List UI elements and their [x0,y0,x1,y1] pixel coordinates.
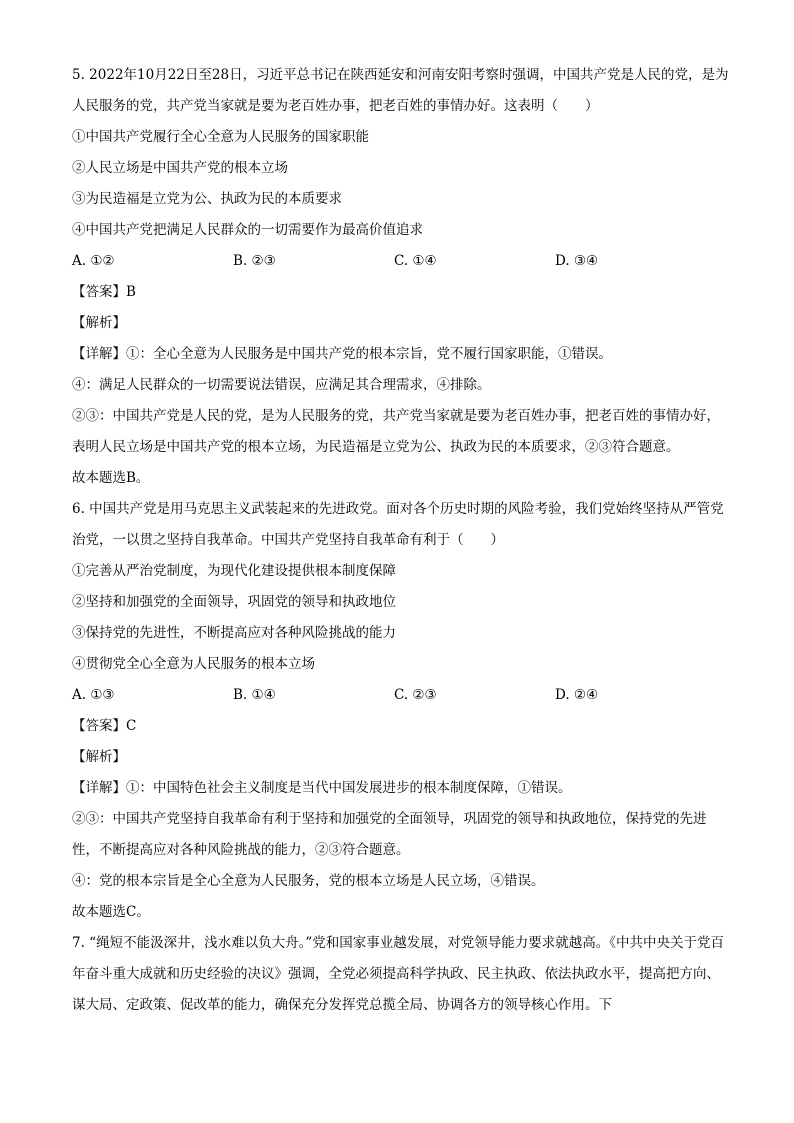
option-b: B. ①④ [233,687,276,703]
option-c: C. ②③ [394,687,437,703]
question-stem: 6. 中国共产党是用马克思主义武装起来的先进政党。面对各个历史时期的风险考验，我们党始终坚持从严管党治党，一以贯之坚持自我革命。中国共产党坚持自我革命有利于（ ） [72,501,724,548]
question-6 [72,494,732,928]
conclusion-line: 故本题选B。 [72,470,150,486]
option-c: C. ①④ [394,253,437,269]
question-stem: 5. 2022年10月22日至28日，习近平总书记在陕西延安和河南安阳考察时强调，中国共产党是人民的党，是为人民服务的党，共产党当家就是要为老百姓办事，把老百姓的事情办好。这表明（ ） [72,67,729,114]
option-b: B. ②③ [233,253,276,269]
question-7 [72,928,732,1021]
answer-options [72,246,732,277]
detail-line: ②③：中国共产党坚持自我革命有利于坚持和加强党的全面领导，巩固党的领导和执政地位，保持党的先进性，不断提高应对各种风险挑战的能力，②③符合题意。 [72,811,707,858]
choice-item: ①中国共产党履行全心全意为人民服务的国家职能 [72,129,369,145]
question-stem: 7. “绳短不能汲深井，浅水难以负大舟。”党和国家事业越发展，对党领导能力要求就越高。《中共中央关于党百年奋斗重大成就和历史经验的决议》强调，全党必须提高科学执政、民主执政、依法执政水平，提高把方向、谋大局、定政策、促改革的能力，确保充分发挥党总揽全局、协调各方的领导核心作用。下 [72,935,724,1013]
detail-line: ④：党的根本宗旨是全心全意为人民服务，党的根本立场是人民立场，④错误。 [72,873,545,889]
option-a: A. ①② [72,253,115,269]
option-a: A. ①③ [72,687,115,703]
conclusion-line: 故本题选C。 [72,904,150,920]
choice-item: ②人民立场是中国共产党的根本立场 [72,160,288,176]
choice-item: ④中国共产党把满足人民群众的一切需要作为最高价值追求 [72,222,423,238]
answer-line: 【答案】B [72,284,136,300]
option-d: D. ②④ [555,687,599,703]
analysis-label: 【解析】 [72,749,126,765]
option-d: D. ③④ [555,253,599,269]
detail-line: 【详解】①：中国特色社会主义制度是当代中国发展进步的根本制度保障，①错误。 [72,780,572,796]
answer-line: 【答案】C [72,718,137,734]
detail-line: ②③：中国共产党是人民的党，是为人民服务的党，共产党当家就是要为老百姓办事，把老百姓的事情办好，表明人民立场是中国共产党的根本立场，为民造福是立党为公、执政为民的本质要求，②③符合题意。 [72,408,720,455]
choice-item: ④贯彻党全心全意为人民服务的根本立场 [72,656,315,672]
choice-item: ③保持党的先进性，不断提高应对各种风险挑战的能力 [72,625,396,641]
document-content [72,60,732,1021]
question-5 [72,60,732,494]
analysis-label: 【解析】 [72,315,126,331]
choice-item: ①完善从严治党制度，为现代化建设提供根本制度保障 [72,563,396,579]
choice-item: ②坚持和加强党的全面领导，巩固党的领导和执政地位 [72,594,396,610]
choice-item: ③为民造福是立党为公、执政为民的本质要求 [72,191,342,207]
detail-line: 【详解】①：全心全意为人民服务是中国共产党的根本宗旨，党不履行国家职能，①错误。 [72,346,612,362]
detail-line: ④：满足人民群众的一切需要说法错误，应满足其合理需求，④排除。 [72,377,491,393]
answer-options [72,680,732,711]
